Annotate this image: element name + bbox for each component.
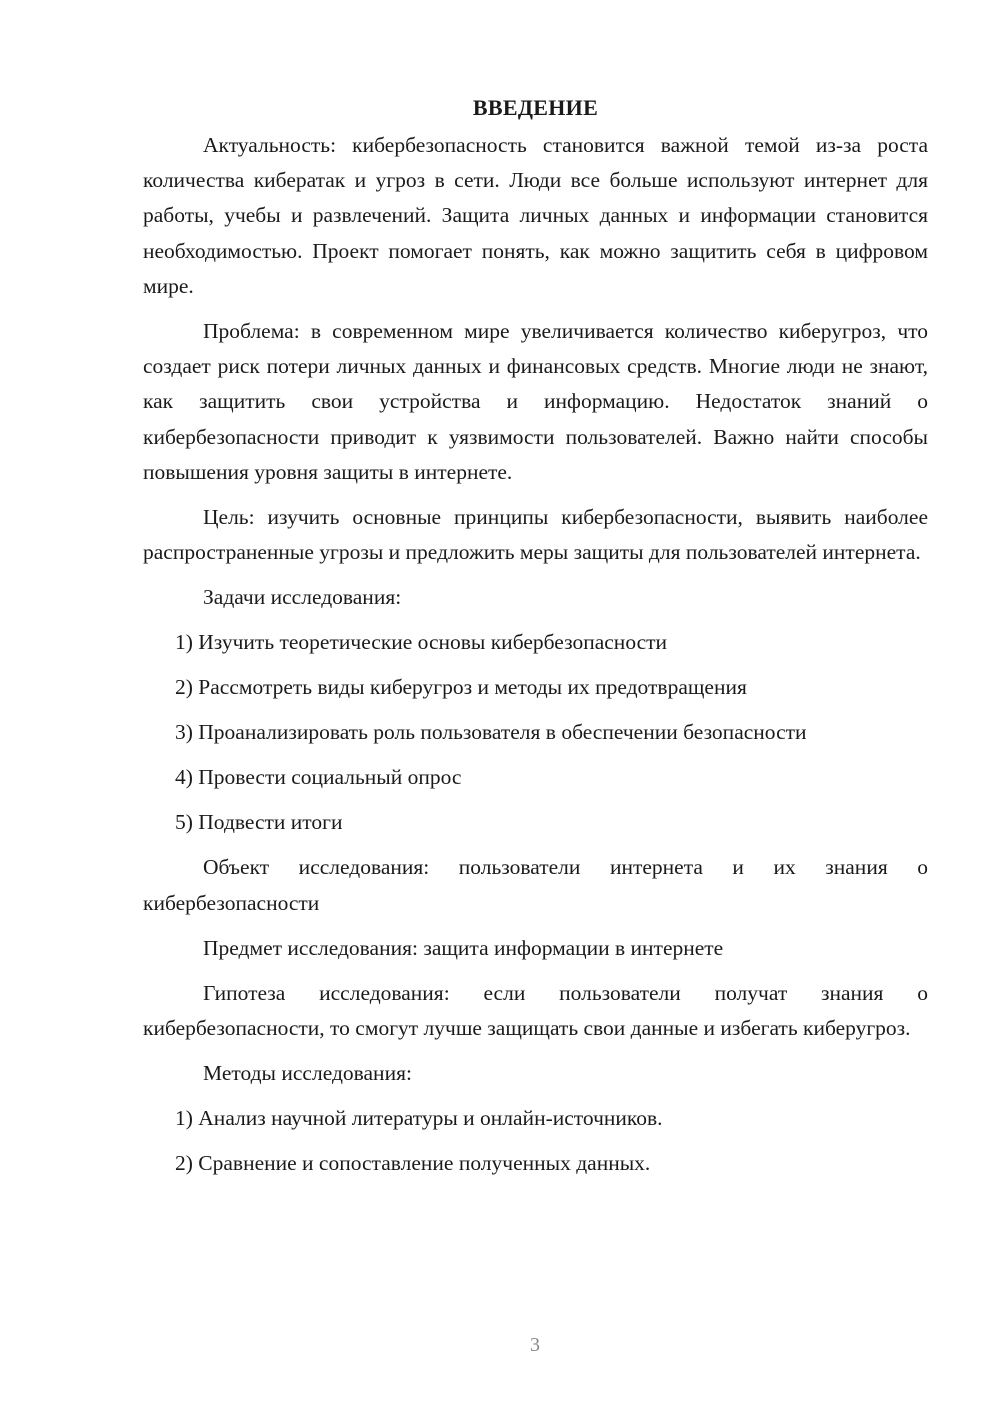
problem-paragraph: Проблема: в современном мире увеличивается количество киберугроз, что создает риск потери личных данных и финансовых средств. Многие люди не знают, как защитить свои устройства и информацию. Недостаток знаний о кибербезопасности приводит к уязвимости пользователей. Важно найти способы повышения уровня защиты в интернете.	[143, 319, 928, 484]
task-item: 1) Изучить теоретические основы кибербезопасности	[175, 630, 668, 655]
task-item: 2) Рассмотреть виды киберугроз и методы их предотвращения	[175, 675, 747, 700]
methods-list	[143, 1101, 928, 1181]
document-page	[143, 90, 928, 1191]
methods-heading: Методы исследования:	[203, 1061, 412, 1086]
hypothesis-paragraph: Гипотеза исследования: если пользователи получат знания о кибербезопасности, то смогут лучше защищать свои данные и избегать киберугроз.	[143, 981, 928, 1041]
section-title: ВВЕДЕНИЕ	[472, 95, 599, 120]
tasks-list	[143, 625, 928, 840]
object-paragraph: Объект исследования: пользователи интернета и их знания о кибербезопасности	[143, 855, 928, 915]
goal-paragraph: Цель: изучить основные принципы кибербезопасности, выявить наиболее распространенные угрозы и предложить меры защиты для пользователей интернета.	[143, 505, 928, 565]
method-item: 2) Сравнение и сопоставление полученных данных.	[175, 1151, 651, 1176]
method-item: 1) Анализ научной литературы и онлайн-источников.	[175, 1106, 663, 1131]
subject-paragraph: Предмет исследования: защита информации в интернете	[203, 935, 724, 960]
relevance-paragraph: Актуальность: кибербезопасность становится важной темой из-за роста количества кибератак и угроз в сети. Люди все больше используют интернет для работы, учебы и развлечений. Защита личных данных и информации становится необходимостью. Проект помогает понять, как можно защитить себя в цифровом мире.	[143, 133, 928, 298]
task-item: 5) Подвести итоги	[175, 810, 343, 835]
task-item: 4) Провести социальный опрос	[175, 765, 462, 790]
task-item: 3) Проанализировать роль пользователя в обеспечении безопасности	[175, 720, 807, 745]
tasks-heading: Задачи исследования:	[203, 585, 402, 610]
page-number: 3	[530, 1334, 540, 1356]
